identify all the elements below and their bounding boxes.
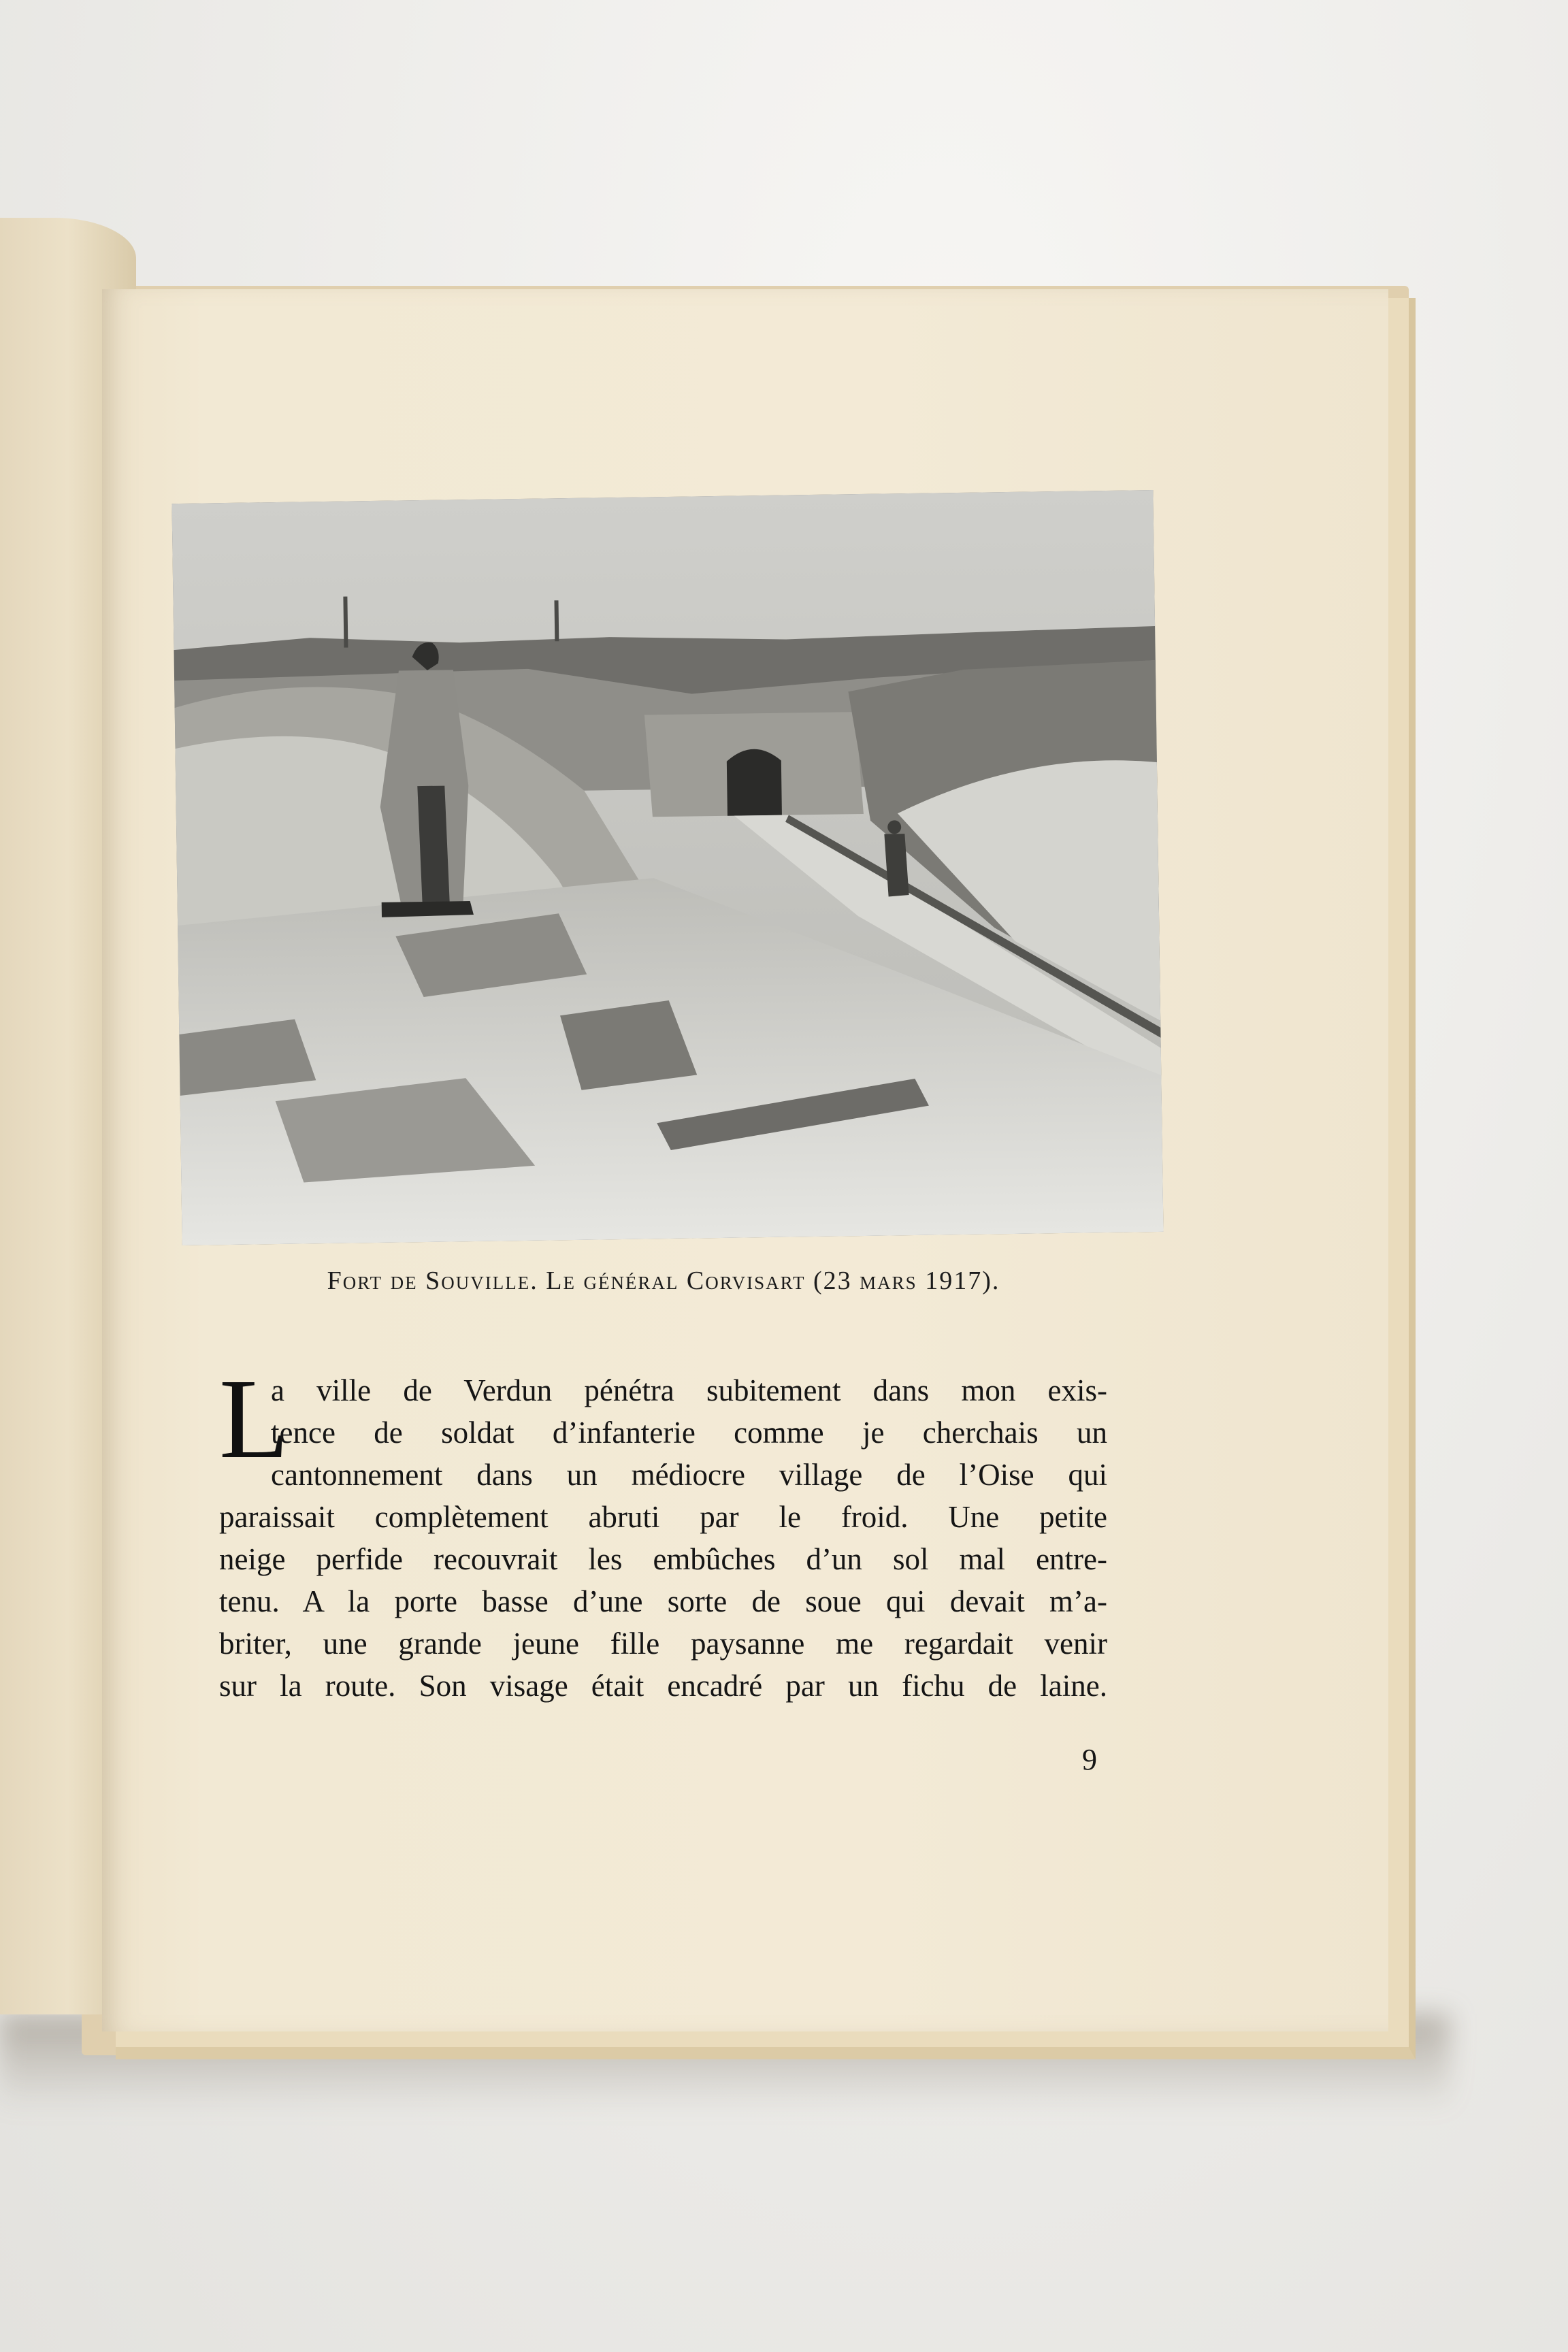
page-number: 9 [1082, 1743, 1097, 1776]
text-line: sur la route. Son visage était encadré par un fichu de laine. [219, 1669, 1107, 1703]
text-line: tenu. A la porte basse d’une sorte de soue qui devait m’a- [219, 1584, 1107, 1618]
text-line: tence de soldat d’infanterie comme je cherchais un [271, 1416, 1107, 1450]
text-line: paraissait complètement abruti par le froid. Une petite [219, 1500, 1107, 1534]
drop-cap: L [219, 1356, 289, 1482]
text-line: cantonnement dans un médiocre village de l’Oise qui [271, 1458, 1107, 1492]
text-line: briter, une grande jeune fille paysanne me regardait venir [219, 1627, 1107, 1661]
text-line: a ville de Verdun pénétra subitement dans mon exis- [271, 1373, 1107, 1407]
fort-souville-photograph [172, 490, 1163, 1245]
text-line: neige perfide recouvrait les embûches d’un sol mal entre- [219, 1542, 1107, 1576]
body-text [219, 1356, 1107, 1707]
photo-caption: Fort de Souville. Le général Corvisart (23 mars 1917). [327, 1267, 1000, 1295]
